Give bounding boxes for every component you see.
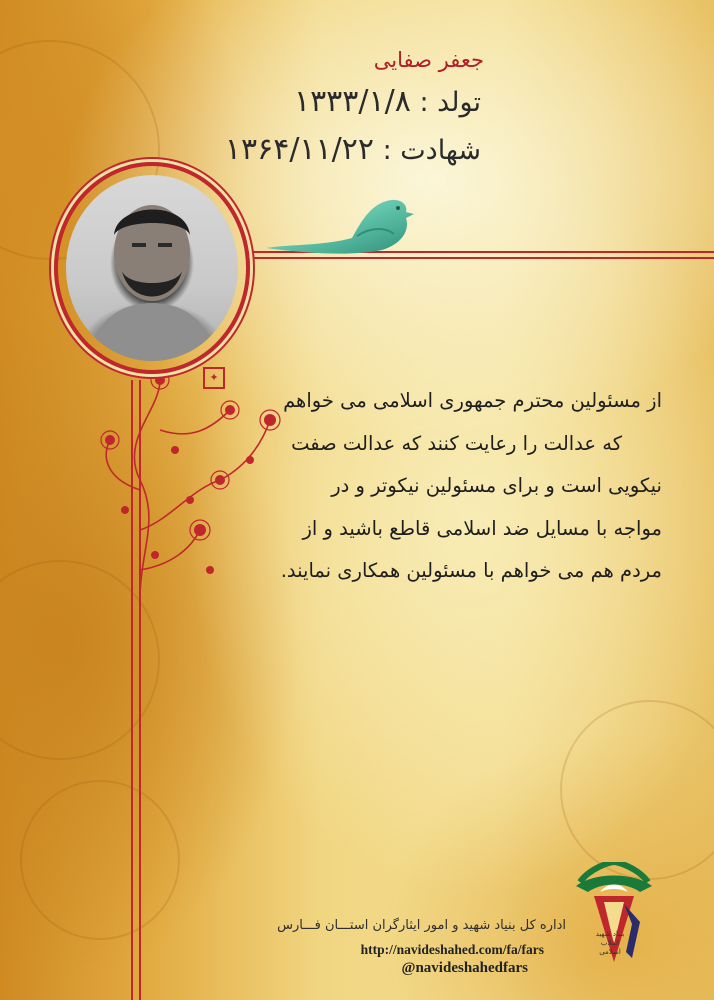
martyr-portrait: [66, 175, 238, 361]
portrait-figure: [66, 175, 238, 361]
social-handle[interactable]: @navideshahedfars: [401, 960, 528, 976]
background-swirl: [560, 700, 714, 880]
testament-line: که عدالت را رعایت کنند که عدالت صفت: [291, 431, 622, 455]
seal-stamp-icon: ✦: [203, 367, 225, 389]
bird-icon: [262, 190, 422, 260]
testament-line: مواجه با مسایل ضد اسلامی قاطع باشید و از: [302, 516, 662, 540]
background-swirl: [20, 780, 180, 940]
website-link[interactable]: http://navideshahed.com/fa/fars: [360, 942, 544, 957]
logo-caption: بنیاد شهید انقلاب اسلامی: [595, 930, 625, 956]
testament-line: از مسئولین محترم جمهوری اسلامی می خواهم: [283, 389, 662, 412]
martyr-name: جعفر صفایی: [373, 48, 484, 72]
testament-line: مردم هم می خواهم با مسئولین همکاری نمایند.: [280, 559, 662, 582]
death-row: [225, 132, 481, 167]
organization-name: اداره کل بنیاد شهید و امور ایثارگران استـــان فـــارس: [277, 918, 566, 933]
death-label: شهادت :: [382, 135, 481, 166]
death-date: ۱۳۶۴/۱۱/۲۲: [224, 132, 374, 167]
birth-date: ۱۳۳۳/۱/۸: [293, 84, 411, 119]
birth-label: تولد :: [419, 87, 481, 118]
testament-line: نیکویی است و برای مسئولین نیکوتر و در: [331, 474, 662, 497]
testament-text: [242, 380, 662, 593]
birth-row: [294, 84, 481, 119]
